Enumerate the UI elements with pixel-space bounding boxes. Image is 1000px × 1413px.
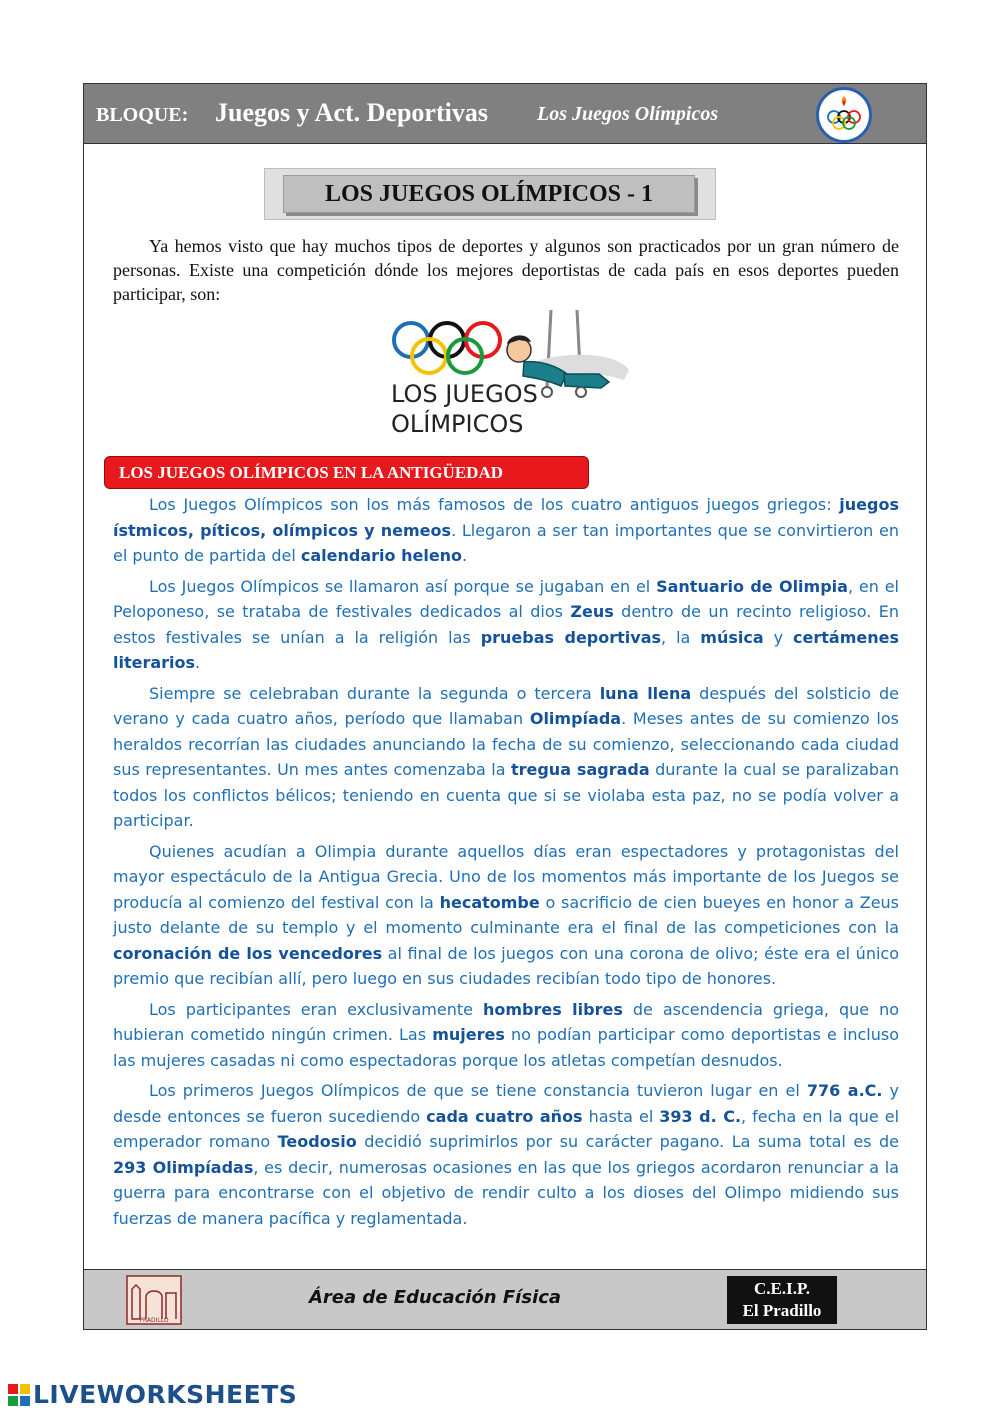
watermark-text: LIVEWORKSHEETS: [33, 1380, 298, 1409]
olympic-games-illustration: [389, 310, 639, 440]
illustration-line2: OLÍMPICOS: [391, 410, 524, 438]
section-heading: LOS JUEGOS OLÍMPICOS EN LA ANTIGÜEDAD: [104, 456, 589, 489]
page-title: LOS JUEGOS OLÍMPICOS - 1: [283, 175, 695, 213]
liveworksheets-watermark: [8, 1380, 297, 1409]
subject-title: Juegos y Act. Deportivas: [215, 98, 488, 127]
paragraph-4: Quienes acudían a Olimpia durante aquellos días eran espectadores y protagonistas del mayor espectáculo de la Antigua Grecia. Uno de los momentos más importante de los Juegos se producía al comienzo del festival con la hecatombe o sacrificio de cien bueyes en honor a Zeus justo delante de su templo y el momento culminante era el final de las competiciones con la coronación de los vencedores al final de los juegos con una corona de olivo; éste era el único premio que recibían allí, pero luego en sus ciudades recibían todo tipo de honores.: [113, 841, 900, 988]
school-logo-icon: [126, 1275, 182, 1325]
topic-title: Los Juegos Olímpicos: [537, 103, 719, 125]
olympic-logo-icon: [816, 87, 872, 143]
paragraph-6: Los primeros Juegos Olímpicos de que se tiene constancia tuvieron lugar en el 776 a.C. y desde entonces se fueron sucediendo cada cuatro años hasta el 393 d. C., fecha en la que el emperador romano Teodosio decidió suprimirlos por su carácter pagano. La suma total es de 293 Olimpíadas, es decir, numerosas ocasiones en las que los griegos acordaron renunciar a la guerra para encontrarse con el objetivo de rendir culto a los dioses del Olimpo midiendo sus fuerzas de manera pacífica y reglamentada.: [113, 1081, 900, 1228]
paragraph-5: Los participantes eran exclusivamente hombres libres de ascendencia griega, que no hubieran cometido ningún crimen. Las mujeres no podían participar como deportistas e incluso las mujeres casadas ni como espectadoras porque los atletas competían desnudos.: [113, 999, 899, 1070]
paragraph-2: Los Juegos Olímpicos se llamaron así porque se jugaban en el Santuario de Olimpia, en el Peloponeso, se trataba de festivales dedicados al dios Zeus dentro de un recinto religioso. En estos festivales se unían a la religión las pruebas deportivas, la música y certámenes literarios.: [113, 576, 899, 672]
body-text: [113, 492, 899, 1236]
liveworksheets-logo-icon: [8, 1384, 30, 1406]
school-name-badge: [727, 1276, 837, 1324]
paragraph-1: Los Juegos Olímpicos son los más famosos de los cuatro antiguos juegos griegos: juegos ístmicos, píticos, olímpicos y nemeos. Llegaron a ser tan importantes que se convirtieron en el punto de partida del calendario heleno.: [113, 495, 899, 565]
title-box: [264, 168, 716, 220]
footer-bar: [84, 1269, 926, 1329]
block-label: BLOQUE:: [96, 104, 189, 126]
intro-paragraph: [113, 234, 899, 306]
school-line1: C.E.I.P.: [753, 1279, 811, 1298]
paragraph-3: Siempre se celebraban durante la segunda o tercera luna llena después del solsticio de verano y cada cuatro años, período que llamaban Olimpíada. Meses antes de su comienzo los heraldos recorrían las ciudades anunciando la fecha de su comienzo, seleccionando cada ciudad sus representantes. Un mes antes comenzaba la tregua sagrada durante la cual se paralizaban todos los conflictos bélicos; teniendo en cuenta que si se violaba esta paz, no se podía volver a participar.: [113, 683, 900, 830]
worksheet-frame: [83, 83, 927, 1330]
area-label: Área de Educación Física: [309, 1287, 562, 1308]
header-bar: [84, 84, 926, 144]
illustration-line1: LOS JUEGOS: [391, 380, 538, 408]
intro-text: Ya hemos visto que hay muchos tipos de deportes y algunos son practicados por un gran número de personas. Existe una competición dónde los mejores deportistas de cada país en esos deportes pueden participar, son:: [113, 236, 899, 304]
school-line2: El Pradillo: [742, 1301, 822, 1320]
school-logo-text: PRADILLO: [139, 1317, 169, 1324]
